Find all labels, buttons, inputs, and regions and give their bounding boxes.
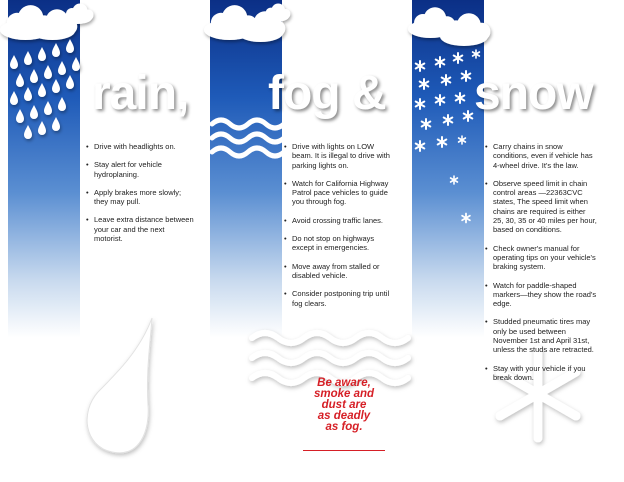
- large-raindrop-icon: [87, 318, 152, 453]
- raindrop-icons: [10, 39, 80, 139]
- list-item: • Leave extra distance between your car and the next motorist.: [86, 215, 194, 243]
- list-item: • Check owner's manual for operating tips on your vehicle's braking system.: [485, 244, 597, 272]
- callout-line: smoke and: [313, 388, 375, 400]
- fog-wave-icon: [212, 120, 284, 156]
- list-item: • Consider postponing trip until fog clears.: [284, 289, 390, 308]
- list-item: • Watch for paddle-shaped markers—they show the road's edge.: [485, 281, 597, 309]
- cloud-icon: [204, 4, 290, 42]
- list-item: • Watch for California Highway Patrol pace vehicles to guide you through fog.: [284, 179, 390, 207]
- list-item: • Stay with your vehicle if you break down.: [485, 364, 597, 383]
- snowflake-icons: [416, 50, 480, 223]
- snow-title: snow: [474, 67, 593, 120]
- rain-tips-list: [86, 142, 194, 252]
- list-item: • Do not stop on highways except in emergencies.: [284, 234, 390, 253]
- fog-title: fog &: [268, 67, 386, 120]
- callout-line: dust are: [321, 399, 367, 411]
- rain-title: rain,: [92, 67, 189, 120]
- list-item: • Observe speed limit in chain control areas —22363CVC states, The speed limit when chains are required is either 25, 30, 35 or 40 miles per hour, based on conditions.: [485, 179, 597, 235]
- cloud-icon: [0, 4, 94, 41]
- list-item: • Drive with lights on LOW beam. It is illegal to drive with parking lights on.: [284, 142, 390, 170]
- list-item: • Studded pneumatic tires may only be used between November 1st and April 31st, unless the studs are retracted.: [485, 317, 597, 354]
- cloud-icon: [408, 7, 490, 46]
- callout-line: as deadly: [317, 410, 371, 422]
- snow-tips-list: [485, 142, 597, 391]
- smoke-dust-warning: [313, 378, 375, 433]
- list-item: • Carry chains in snow conditions, even if vehicle has 4-wheel drive. It's the law.: [485, 142, 597, 170]
- list-item: • Move away from stalled or disabled vehicle.: [284, 262, 390, 281]
- callout-line: as fog.: [325, 421, 363, 433]
- fog-tips-list: [284, 142, 390, 317]
- list-item: • Apply brakes more slowly; they may pull.: [86, 188, 194, 207]
- list-item: • Stay alert for vehicle hydroplaning.: [86, 160, 194, 179]
- callout-underline: [303, 450, 385, 451]
- list-item: • Drive with headlights on.: [86, 142, 194, 151]
- fog-wave-decoration: [252, 333, 408, 383]
- list-item: • Avoid crossing traffic lanes.: [284, 216, 390, 225]
- callout-line: Be aware,: [317, 377, 371, 389]
